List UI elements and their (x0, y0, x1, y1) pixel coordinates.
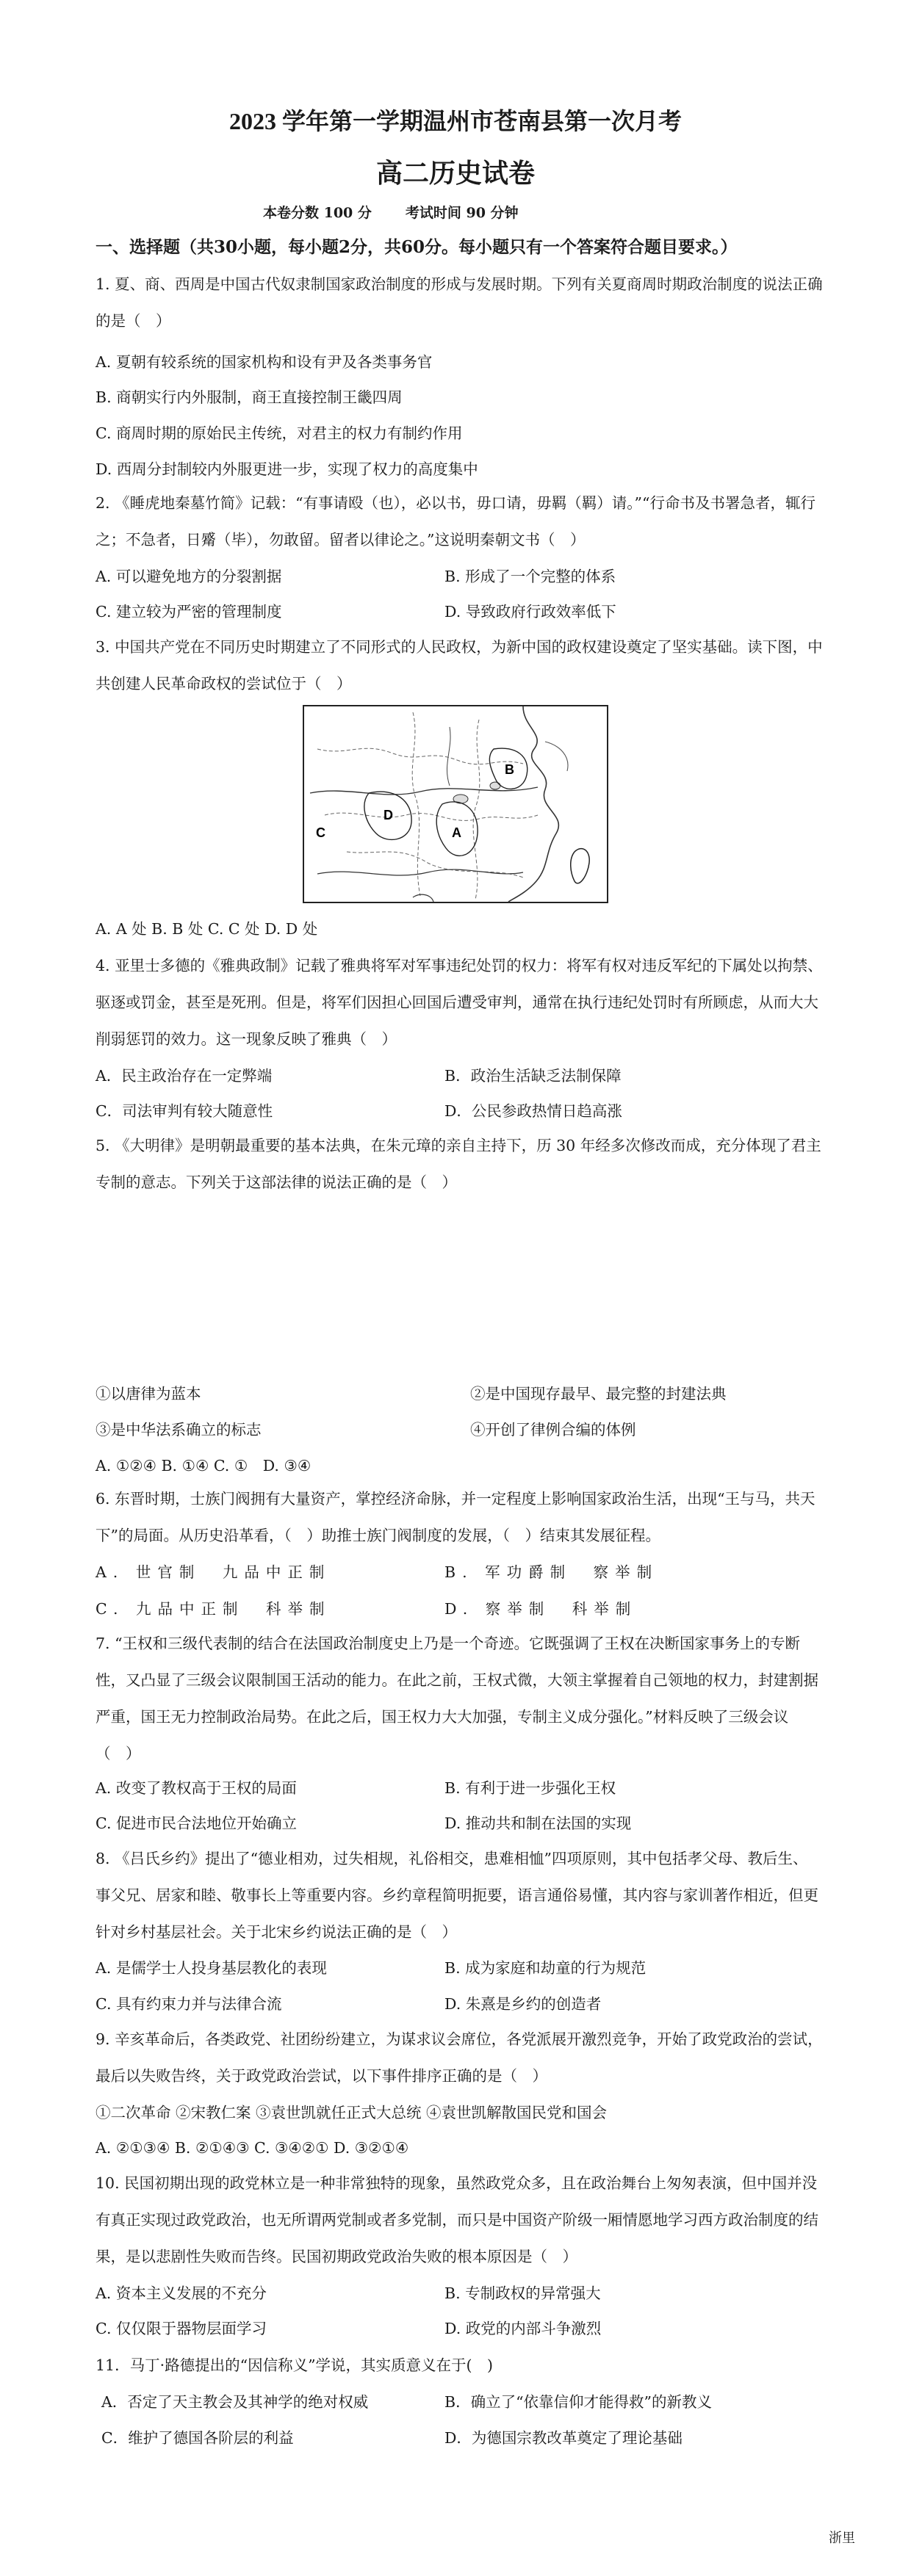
q6-stem: 6. 东晋时期，士族门阀拥有大量资产，掌控经济命脉，并一定程度上影响国家政治生活，出现“王与马，共天下”的局面。从历史沿革看，（ ）助推士族门阀制度的发展，（ ）结束其发展征程。 (96, 1490, 815, 1544)
q7-option-c: C. 促进市民合法地位开始确立 (96, 1815, 297, 1832)
q11-stem: 11．马丁·路德提出的“因信称义”学说，其实质意义在于( ) (96, 2356, 494, 2374)
q5-item-2: ②是中国现存最早、最完整的封建法典 (470, 1385, 727, 1403)
score-info: 本卷分数 100 分 (263, 205, 372, 221)
q2-option-a: A. 可以避免地方的分裂割据 (96, 568, 282, 585)
q7-stem: 7. “王权和三级代表制的结合在法国政治制度史上乃是一个奇迹。它既强调了王权在决断国家事务上的专断性，又凸显了三级会议限制国王活动的能力。在此之前，王权式微，大领主掌握着自己领地的权力，封建割据严重，国王无力控制政治局势。在此之后，国王权力大大加强，专制主义成分强化。”材料反映了三级会议（ ） (96, 1635, 818, 1762)
q10-option-b: B. 专制政权的异常强大 (444, 2284, 601, 2302)
q9-options: A. ②①③④ B. ②①④③ C. ③④②① D. ③②①④ (96, 2139, 409, 2157)
q4-option-d: D．公民参政热情日趋高涨 (444, 1102, 622, 1120)
map-label-d: D (384, 808, 393, 822)
q5-item-4: ④开创了律例合编的体例 (470, 1421, 636, 1439)
q4-option-a: A．民主政治存在一定弊端 (96, 1067, 273, 1085)
q6-option-c: C. 九品中正制 科举制 (96, 1600, 331, 1618)
q2-option-c: C. 建立较为严密的管理制度 (96, 603, 282, 621)
q10-option-d: D. 政党的内部斗争激烈 (444, 2320, 602, 2337)
q6-option-b: B. 军功爵制 察举制 (444, 1563, 659, 1581)
q8-option-a: A. 是儒学士人投身基层教化的表现 (96, 1959, 327, 1977)
q3-options: A. A 处 B. B 处 C. C 处 D. D 处 (96, 920, 318, 938)
q8-option-d: D. 朱熹是乡约的创造者 (444, 1995, 602, 2013)
q11-option-c: C．维护了德国各阶层的利益 (101, 2429, 294, 2447)
q5-options: A. ①②④ B. ①④ C. ① D. ③④ (96, 1457, 312, 1475)
q11-option-a: A．否定了天主教会及其神学的绝对权威 (101, 2393, 369, 2411)
q4-stem: 4. 亚里士多德的《雅典政制》记载了雅典将军对军事违纪处罚的权力：将军有权对违反军纪的下属处以拘禁、驱逐或罚金，甚至是死刑。但是，将军们因担心回国后遭受审判，通常在执行违纪处罚时有所顾虑，从而大大削弱惩罚的效力。这一现象反映了雅典（ ） (96, 957, 823, 1048)
q9-stem: 9. 辛亥革命后，各类政党、社团纷纷建立，为谋求议会席位，各党派展开激烈竞争，开始了政党政治的尝试，最后以失败告终，关于政党政治尝试，以下事件排序正确的是（ ） (96, 2030, 823, 2085)
q5-item-3: ③是中华法系确立的标志 (96, 1421, 262, 1439)
q11-option-d: D．为德国宗教改革奠定了理论基础 (444, 2429, 683, 2447)
map-label-b: B (505, 762, 514, 777)
q4-option-c: C．司法审判有较大随意性 (96, 1102, 273, 1120)
exam-title: 2023 学年第一学期温州市苍南县第一次月考 (228, 108, 682, 134)
q2-option-d: D. 导致政府行政效率低下 (444, 603, 616, 621)
q4-option-b: B．政治生活缺乏法制保障 (444, 1067, 622, 1085)
q6-option-d: D. 察举制 科举制 (444, 1600, 638, 1618)
q6-option-a: A. 世官制 九品中正制 (96, 1563, 331, 1581)
q2-option-b: B. 形成了一个完整的体系 (444, 568, 616, 585)
q8-option-c: C. 具有约束力并与法律合流 (96, 1995, 282, 2013)
map-label-a: A (452, 825, 461, 840)
q7-option-d: D. 推动共和制在法国的实现 (444, 1815, 632, 1832)
q1-option-b: B. 商朝实行内外服制，商王直接控制王畿四周 (96, 388, 403, 406)
exam-subtitle: 高二历史试卷 (375, 159, 535, 188)
map-label-c: C (316, 825, 325, 840)
section-heading: 一、选择题（共30小题，每小题2分，共60分。每小题只有一个答案符合题目要求。） (96, 237, 738, 257)
q1-option-a: A. 夏朝有较系统的国家机构和设有尹及各类事务官 (96, 353, 433, 371)
q3-map (303, 705, 608, 903)
q7-option-b: B. 有利于进一步强化王权 (444, 1779, 616, 1797)
q10-option-a: A. 资本主义发展的不充分 (96, 2284, 267, 2302)
q11-option-b: B．确立了“依靠信仰才能得救”的新教义 (444, 2393, 713, 2411)
q7-option-a: A. 改变了教权高于王权的局面 (96, 1779, 297, 1797)
q2-stem: 2. 《睡虎地秦墓竹简》记载：“有事请殴（也），必以书，毋口请，毋羁（羁）请。”“行命书及书署急者，辄行之；不急者，日觱（毕），勿敢留。留者以律论之。”这说明秦朝文书（ ） (96, 494, 816, 549)
q1-option-d: D. 西周分封制较内外服更进一步，实现了权力的高度集中 (96, 460, 478, 478)
q5-item-1: ①以唐律为蓝本 (96, 1385, 201, 1403)
q1-option-c: C. 商周时期的原始民主传统，对君主的权力有制约作用 (96, 424, 463, 442)
footer-mark: 浙里 (829, 2530, 855, 2546)
time-info: 考试时间 90 分钟 (405, 205, 519, 221)
q8-option-b: B. 成为家庭和劫童的行为规范 (444, 1959, 647, 1977)
q3-stem: 3. 中国共产党在不同历史时期建立了不同形式的人民政权，为新中国的政权建设奠定了坚实基础。读下图，中共创建人民革命政权的尝试位于（ ） (96, 638, 823, 692)
q9-events: ①二次革命 ②宋教仁案 ③袁世凯就任正式大总统 ④袁世凯解散国民党和国会 (96, 2104, 608, 2121)
q5-stem: 5. 《大明律》是明朝最重要的基本法典，在朱元璋的亲自主持下，历 30 年经多次修改而成，充分体现了君主专制的意志。下列关于这部法律的说法正确的是（ ） (96, 1137, 821, 1191)
q10-option-c: C. 仅仅限于器物层面学习 (96, 2320, 267, 2337)
q1-stem: 1. 夏、商、西周是中国古代奴隶制国家政治制度的形成与发展时期。下列有关夏商周时期政治制度的说法正确的是（ ） (96, 275, 823, 330)
q10-stem: 10. 民国初期出现的政党林立是一种非常独特的现象，虽然政党众多，且在政治舞台上匆匆表演，但中国并没有真正实现过政党政治，也无所谓两党制或者多党制，而只是中国资产阶级一厢情愿地学习西方政治制度的结果，是以悲剧性失败而告终。民国初期政党政治失败的根本原因是（ ） (96, 2174, 818, 2265)
q8-stem: 8. 《吕氏乡约》提出了“德业相劝，过失相规，礼俗相交，患难相恤”四项原则，其中包括孝父母、教后生、事父兄、居家和睦、敬事长上等重要内容。乡约章程简明扼要，语言通俗易懂，其内容与家训著作相近，但更针对乡村基层社会。关于北宋乡约说法正确的是（ ） (96, 1850, 818, 1941)
exam-meta (263, 202, 519, 222)
